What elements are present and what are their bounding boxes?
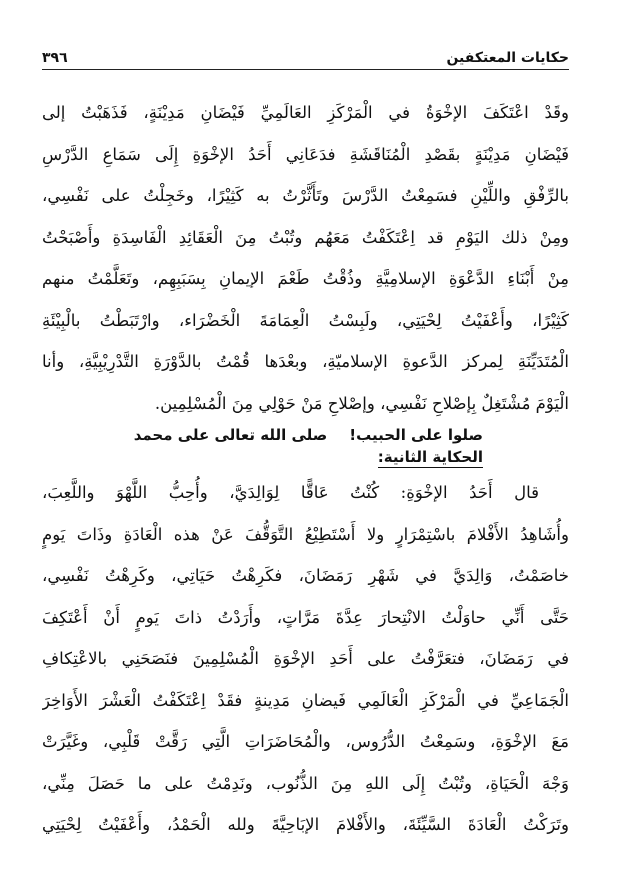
text-line: ومِنْ ذلك اليَوْمِ قد اِعْتَكَفْتُ مَعَهُم وتُبْتُ مِنَ الْعَقَائِدِ الْفَاسِدَةِ وأَصْبَحْتُ	[42, 227, 569, 247]
salawat-line	[42, 424, 569, 446]
page-body	[42, 92, 569, 846]
text-line: مَعَ الإخْوَةِ، وسَمِعْتُ الدُّرُوس، والْمُحَاضَرَاتِ الَّتِي رَقَّتْ قَلْبِي، وغَيَّرَتْ	[42, 732, 569, 751]
story-two-heading: الحكاية الثانية:	[377, 448, 483, 466]
text-line: وَجْهَ الْحَيَاةِ، وتُبْتُ إِلَى اللهِ مِنَ الذُّنُوب، ونَدِمْتُ على ما حَصَلَ مِنِّي،	[42, 773, 569, 793]
text-line: في رَمَضَانَ، فتعَرَّفْتُ على أَحَدِ الإخْوَةِ الْمُسْلِمِينَ فنَصَحَنِي بالاعْتِكافِ	[42, 649, 569, 668]
text-line: قال أَحَدُ الإخْوَةِ: كُنْتُ عَاقًّا لِوَالِدَيَّ، وأُحِبُّ اللَّهْوَ واللَّعِبَ،	[42, 483, 539, 502]
text-line: مِنْ أَبْنَاءِ الدَّعْوَةِ الإسلامِيَّةِ وذُقْتُ طَعْمَ الإيمانِ بِسَبَبِهِم، وتَعَلَّمْتُ منهم	[42, 269, 569, 288]
text-line: الْيَوْمَ مُشْتَغِلٌ بِإصْلاحِ نَفْسِي، وإصْلاحِ مَنْ حَوْلِي مِنَ الْمُسْلِمِين.	[154, 393, 569, 413]
text-line: وأُشَاهِدُ الأَفْلامَ باسْتِمْرَارٍ ولا أَسْتَطِيْعُ التَّوَقُّفَ عَنْ هذه الْعَادَةِ وذَاتَ يَومٍ	[42, 524, 569, 544]
salawat-response: صلى الله تعالى على محمد	[133, 426, 328, 444]
running-title: حكايات المعتكفين	[446, 50, 569, 66]
text-line: فَيْضَانِ مَدِيْنَةٍ بقَصْدِ الْمُنَاقَشَةِ فدَعَانِي أَحَدُ الإخْوَةِ إِلَى سَمَاعِ الدَّرْسِ	[42, 144, 569, 164]
text-line: وقَدْ اعْتَكَفَ الإخْوَةُ في الْمَرْكَزِ العَالَمِيِّ فَيْضَانِ مَدِيْنَةٍ، فَذَهَبْتُ إلى	[42, 103, 569, 122]
section-heading	[42, 446, 569, 472]
text-line: بالرِّفْقِ واللِّيْنِ فسَمِعْتُ الدَّرْسَ وتَأَثَّرْتُ به كَثِيْرًا، وخَجِلْتُ على نَفْسِي،	[42, 186, 569, 205]
salawat-call: صلوا على الحبيب!	[349, 426, 483, 444]
text-line: حَتَّى أَنِّي حاوَلْتُ الانْتِحارَ عِدَّةَ مَرَّاتٍ، وأَرَدْتُ ذاتَ يَومٍ أَنْ أَعْتَكِفَ	[42, 607, 569, 627]
text-line: الْجَمَاعِيِّ في الْمَرْكَزِ الْعَالَمِي فَيضانِ مَدِينةٍ فقَدْ اِعْتَكَفْتُ الْعَشْرَ الأَوَاخِرَ	[42, 690, 569, 710]
page-header	[42, 40, 569, 68]
text-line: كَثِيْرًا، وأَعْفَيْتُ لِحْيَتِي، ولَبِسْتُ الْعِمَامَةَ الْخَضْرَاء، وارْتَبَطْتُ بالْبِيْئَةِ	[42, 310, 569, 330]
header-rule	[42, 69, 569, 70]
page-number: ٣٩٦	[42, 50, 68, 66]
text-line: خاصَمْتُ، وَالِدَيَّ في شَهْرِ رَمَضَانَ، فكَرِهْتُ حَيَاتِي، وكَرِهْتُ نَفْسِي،	[42, 566, 569, 585]
text-line: الْمُتَدَيِّنَةِ لِمركز الدَّعوةِ الإسلاميّةِ، وبعْدَها قُمْتُ بالدَّوْرَةِ التَّدْرِيْبِيَّةِ، وأنا	[42, 352, 569, 371]
text-line: وتَرَكْتُ الْعَادَةَ السَّيِّئَةَ، والأَفْلامَ الإبَاحِيَّةَ ولله الْحَمْدُ، وأَعْفَيْتُ لِحْيَتِي	[42, 815, 569, 834]
